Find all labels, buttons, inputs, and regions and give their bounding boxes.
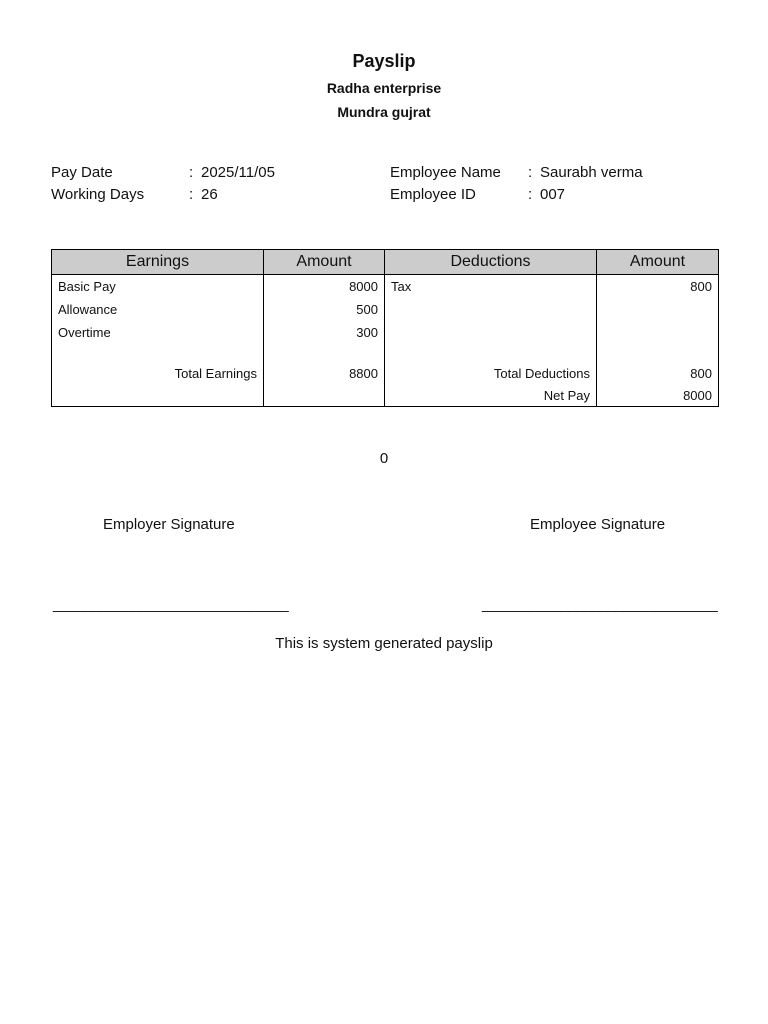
employee-id-label: Employee ID: [390, 186, 476, 203]
employee-name-label: Employee Name: [390, 164, 501, 181]
earning-amount: 500: [264, 298, 385, 321]
deduction-label: Tax: [385, 275, 597, 299]
total-earnings-label: Total Earnings: [52, 362, 264, 385]
employee-id-row: [390, 186, 720, 206]
earning-label: Overtime: [52, 321, 264, 344]
employer-signature-label: Employer Signature: [103, 516, 235, 533]
earnings-amount-header: Amount: [264, 250, 385, 275]
employee-name-row: [390, 164, 720, 184]
deductions-header: Deductions: [385, 250, 597, 275]
working-days-value: 26: [201, 186, 218, 203]
deductions-amount-header: Amount: [597, 250, 719, 275]
employee-signature-label: Employee Signature: [530, 516, 666, 533]
table-row: [52, 321, 719, 344]
totals-row: [52, 362, 719, 385]
pay-date-colon: :: [189, 164, 194, 181]
deduction-label: [385, 321, 597, 344]
net-pay-label: Net Pay: [385, 385, 597, 407]
table-spacer-row: [52, 344, 719, 362]
working-days-colon: :: [189, 186, 194, 203]
pay-date-row: [51, 164, 371, 184]
earnings-header: Earnings: [52, 250, 264, 275]
total-deductions-value: 800: [597, 362, 719, 385]
total-earnings-value: 8800: [264, 362, 385, 385]
deduction-amount: [597, 298, 719, 321]
employee-name-colon: :: [528, 164, 533, 181]
system-generated-note: This is system generated payslip: [275, 635, 493, 652]
deduction-amount: [597, 321, 719, 344]
earnings-deductions-table: [51, 249, 719, 407]
amount-in-words: 0: [379, 450, 389, 467]
pay-date-label: Pay Date: [51, 164, 113, 181]
deduction-amount: 800: [597, 275, 719, 299]
employee-id-value: 007: [540, 186, 566, 203]
earning-label: Allowance: [52, 298, 264, 321]
employee-signature-line: ______________________________: [482, 596, 718, 613]
company-address: Mundra gujrat: [337, 104, 431, 120]
pay-date-value: 2025/11/05: [201, 164, 275, 181]
employee-name-value: Saurabh verma: [540, 164, 643, 181]
page-title: Payslip: [352, 51, 416, 71]
company-name: Radha enterprise: [326, 80, 442, 96]
working-days-label: Working Days: [51, 186, 145, 203]
table-header-row: [52, 250, 719, 275]
employee-id-colon: :: [528, 186, 533, 203]
deduction-label: [385, 298, 597, 321]
net-pay-value: 8000: [597, 385, 719, 407]
working-days-row: [51, 186, 371, 206]
table-row: [52, 298, 719, 321]
employer-signature-line: ______________________________: [53, 596, 289, 613]
net-pay-row: [52, 385, 719, 407]
earning-label: Basic Pay: [52, 275, 264, 299]
earning-amount: 300: [264, 321, 385, 344]
earning-amount: 8000: [264, 275, 385, 299]
total-deductions-label: Total Deductions: [385, 362, 597, 385]
table-row: [52, 275, 719, 299]
